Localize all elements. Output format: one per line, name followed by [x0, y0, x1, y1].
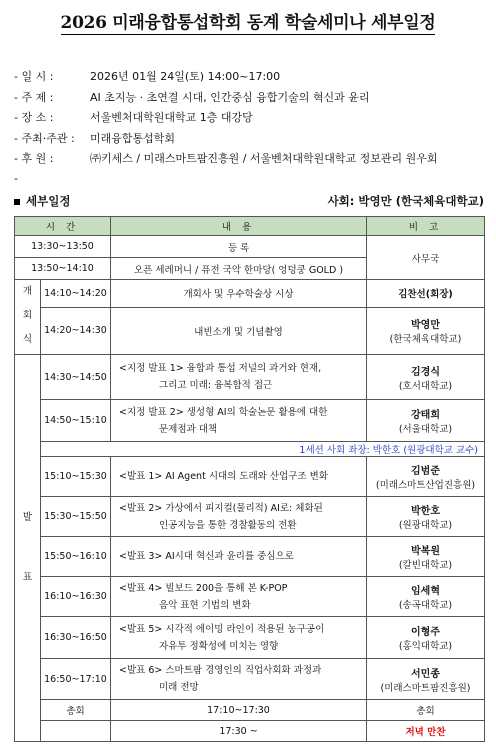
table-row: [15, 537, 485, 577]
presenter-affiliation: (원광대학교): [398, 520, 453, 531]
time-cell: 16:30~16:50: [41, 617, 111, 659]
content-cell: 저녁 만찬: [367, 721, 485, 742]
note-cell: [367, 457, 485, 497]
note-cell: [367, 537, 485, 577]
content-cell: [111, 355, 367, 400]
content-line1: <지정 발표 2> 생성형 AI의 학술논문 활용에 대한: [119, 406, 328, 418]
note-cell: [367, 617, 485, 659]
content-line2: 문제점과 대책: [159, 423, 218, 435]
time-cell: 13:30~13:50: [15, 236, 111, 258]
info-value: 2026년 01월 24일(토) 14:00~17:00: [90, 70, 281, 84]
info-label: - 후 원 :: [14, 152, 54, 166]
content-line1: <발표 5> 시각적 에이밍 라인이 적용된 농구공이: [119, 623, 325, 635]
info-host: [14, 128, 492, 149]
content-line1: <발표 2> 가상에서 피지컬(물리적) AI로: 체화된: [119, 502, 323, 514]
time-cell: 15:10~15:30: [41, 457, 111, 497]
section-title: 세부일정: [26, 194, 71, 208]
presenter-name: 박복원: [411, 546, 440, 557]
info-date: [14, 66, 492, 87]
category-label: 개회식: [22, 286, 33, 345]
content-line2: 미래 전망: [159, 682, 199, 693]
category-cell: [15, 355, 41, 742]
content-cell: [111, 457, 367, 497]
content-cell: 총회: [367, 700, 485, 721]
presenter-name: 서민종: [411, 668, 440, 680]
content-cell: [111, 577, 367, 617]
presenter-affiliation: (미래스마트산업진흥원): [375, 480, 476, 491]
time-cell: 13:50~14:10: [15, 258, 111, 280]
info-value: 서울벤처대학원대학교 1층 대강당: [90, 111, 253, 125]
table-row: [15, 442, 485, 457]
session-chair: 1세션 사회 좌장: 박한호 (원광대학교 교수): [41, 442, 485, 457]
info-value: 미래융합통섭학회: [90, 131, 176, 145]
content-line2: 자유투 정확성에 미치는 영향: [159, 640, 279, 652]
presenter-name: 임세혁: [411, 586, 440, 597]
info-label: - 주최·주관 :: [14, 131, 75, 145]
table-row: [15, 659, 485, 700]
section-title-wrap: [14, 193, 70, 209]
time-cell: 17:10~17:30: [111, 700, 367, 721]
page-title: [0, 8, 496, 33]
presenter-name: 김찬선(회장): [398, 289, 453, 301]
content-line2: 인공지능을 통한 경찰활동의 전환: [159, 519, 297, 531]
presenter-name: 강태희: [411, 410, 440, 421]
content-cell: 내빈소개 및 기념촬영: [111, 307, 367, 355]
table-row: [15, 400, 485, 442]
time-cell: 16:10~16:30: [41, 577, 111, 617]
content-line2: 음악 표현 기법의 변화: [159, 599, 251, 611]
presenter-affiliation: (서울대학교): [398, 424, 453, 435]
schedule-table: [14, 216, 485, 742]
header-content: 내 용: [111, 217, 367, 236]
category-cell: [15, 280, 41, 355]
content-cell: 오픈 세레머니 / 퓨전 국악 한마당( 엉덩쿵 GOLD ): [111, 258, 367, 280]
note-cell: [367, 497, 485, 537]
info-value: ㈜키세스 / 미래스마트팜진흥원 / 서울벤처대학원대학교 정보관리 원우회: [90, 152, 438, 166]
presenter-name: 김범준: [411, 466, 440, 477]
info-venue: [14, 107, 492, 128]
info-value: AI 초지능 · 초연결 시대, 인간중심 융합기술의 혁신과 윤리: [90, 90, 370, 104]
category-label: 발표: [22, 512, 33, 583]
table-row: [15, 577, 485, 617]
note-cell: [367, 400, 485, 442]
table-row: [15, 617, 485, 659]
info-topic: [14, 87, 492, 108]
content-cell: [111, 537, 367, 577]
content-line1: <발표 6> 스마트팜 경영인의 직업사회화 과정과: [119, 665, 322, 676]
content-line1: <발표 3> AI시대 혁신과 윤리를 중심으로: [119, 551, 294, 562]
content-line2: 그리고 미래: 융복합적 접근: [159, 380, 273, 391]
presenter-affiliation: (미래스마트팜진흥원): [380, 682, 471, 694]
note-cell: [367, 659, 485, 700]
time-cell: 17:30 ~: [111, 721, 367, 742]
presenter-affiliation: (홍익대학교): [398, 641, 453, 652]
info-empty: [14, 169, 492, 190]
time-cell: 16:50~17:10: [41, 659, 111, 700]
presenter-name: 이형주: [411, 627, 440, 638]
page-title-text: 2026 미래융합통섭학회 동계 학술세미나 세부일정: [60, 13, 436, 33]
moderator: 사회: 박영만 (한국체육대학교): [327, 194, 484, 208]
header-note: 비 고: [367, 217, 485, 236]
content-line1: <발표 1> AI Agent 시대의 도래와 산업구조 변화: [119, 471, 329, 482]
note-cell: [367, 307, 485, 355]
table-row: [15, 307, 485, 355]
table-row: [15, 280, 485, 308]
presenter-name: 박한호: [411, 506, 440, 517]
header-time: 시 간: [15, 217, 111, 236]
presenter-affiliation: (송곡대학교): [398, 600, 453, 611]
info-sponsor: [14, 148, 492, 169]
table-row: [15, 700, 485, 721]
info-label: -: [14, 172, 18, 186]
info-label: - 주 제 :: [14, 90, 54, 104]
info-label: - 일 시 :: [14, 70, 54, 84]
content-cell: [111, 659, 367, 700]
note-cell: 사무국: [367, 236, 485, 280]
category-cell: [41, 721, 111, 742]
category-cell: 총회: [41, 700, 111, 721]
table-header-row: [15, 217, 485, 236]
square-bullet-icon: [14, 199, 20, 205]
content-cell: 개회사 및 우수학술상 시상: [111, 280, 367, 308]
event-info: [14, 66, 492, 189]
content-line1: <지정 발표 1> 융합과 통섭 저널의 과거와 현재,: [119, 363, 322, 374]
note-cell: [367, 355, 485, 400]
content-cell: [111, 400, 367, 442]
presenter-name: 박영만: [411, 320, 440, 332]
table-row: [15, 721, 485, 742]
note-cell: [367, 280, 485, 308]
table-row: [15, 457, 485, 497]
presenter-affiliation: (한국체육대학교): [389, 334, 462, 346]
section-header: [14, 192, 484, 210]
time-cell: 14:50~15:10: [41, 400, 111, 442]
time-cell: 14:20~14:30: [41, 307, 111, 355]
content-cell: 등 록: [111, 236, 367, 258]
presenter-affiliation: (칼빈대학교): [398, 560, 453, 571]
content-cell: [111, 617, 367, 659]
table-row: [15, 236, 485, 258]
note-cell: [367, 577, 485, 617]
info-label: - 장 소 :: [14, 111, 54, 125]
content-cell: [111, 497, 367, 537]
time-cell: 14:30~14:50: [41, 355, 111, 400]
presenter-affiliation: (호서대학교): [398, 380, 453, 392]
presenter-name: 김경식: [411, 366, 440, 378]
table-row: [15, 355, 485, 400]
time-cell: 15:50~16:10: [41, 537, 111, 577]
content-line1: <발표 4> 빌보드 200을 통해 본 K-POP: [119, 582, 288, 594]
table-row: [15, 497, 485, 537]
time-cell: 14:10~14:20: [41, 280, 111, 308]
time-cell: 15:30~15:50: [41, 497, 111, 537]
